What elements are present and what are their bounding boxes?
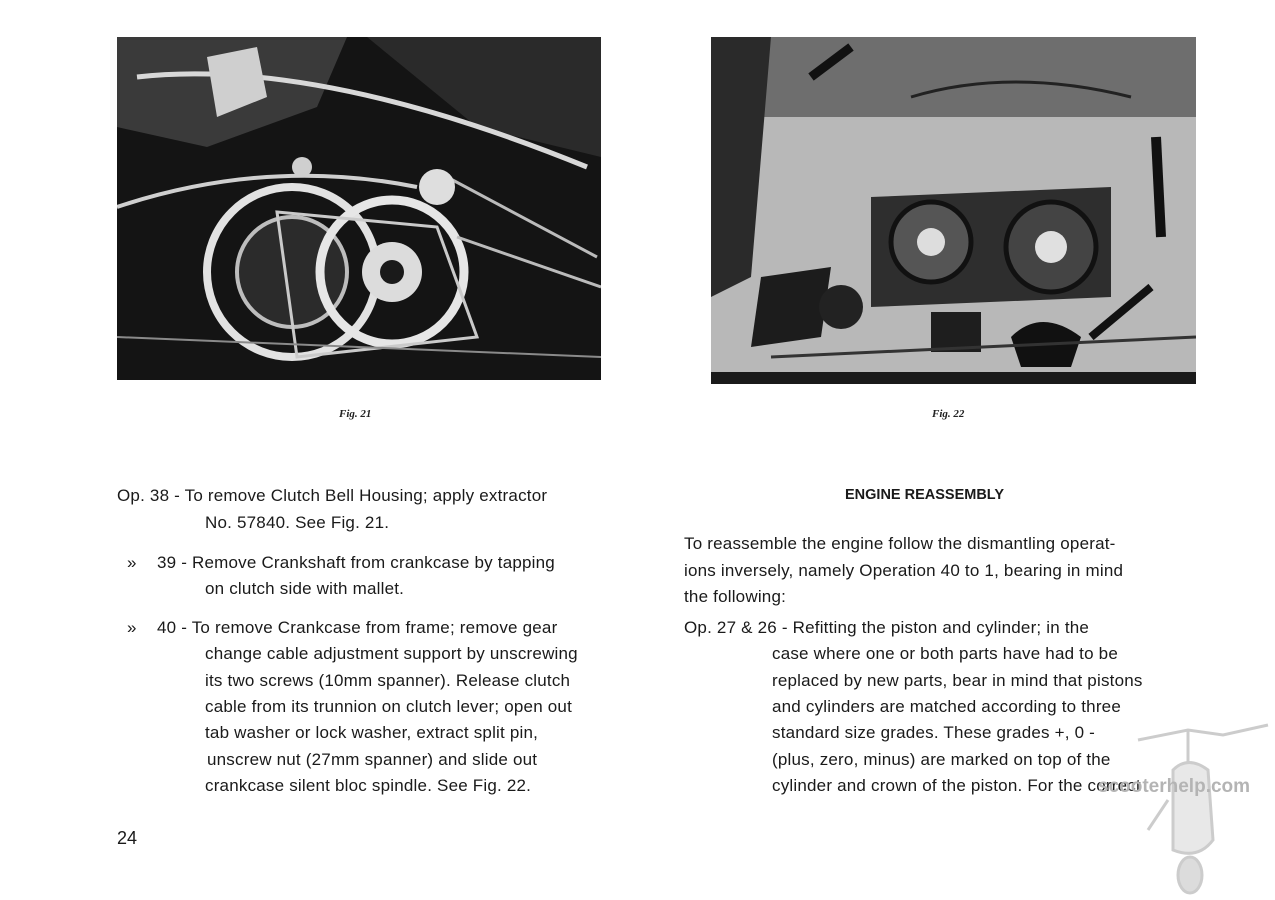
op27-line6: (plus, zero, minus) are marked on top of the: [772, 750, 1111, 769]
op40-line3: its two screws (10mm spanner). Release clutch: [205, 671, 571, 690]
op27-line1: Op. 27 & 26 - Refitting the piston and cylinder; in the: [684, 618, 1090, 637]
op38-line2: No. 57840. See Fig. 21.: [205, 513, 390, 532]
page-number: 24: [117, 828, 138, 848]
op27-line5: standard size grades. These grades +, 0 -: [772, 723, 1096, 742]
op27-line7: cylinder and crown of the piston. For the correct: [772, 776, 1141, 795]
figure-21-caption: Fig. 21: [339, 408, 372, 420]
op27-line2: case where one or both parts have had to be: [772, 644, 1118, 663]
intro-line1: To reassemble the engine follow the dismantling operat-: [684, 534, 1116, 553]
intro-line2: ions inversely, namely Operation 40 to 1, bearing in mind: [684, 561, 1124, 580]
engine-parts-photo: [711, 37, 1196, 384]
figure-22-caption: Fig. 22: [932, 408, 965, 420]
op27-line4: and cylinders are matched according to three: [772, 697, 1121, 716]
op38-line1: Op. 38 - To remove Clutch Bell Housing; apply extractor: [117, 486, 548, 505]
engine-clutch-photo: [117, 37, 601, 380]
op40-line6: unscrew nut (27mm spanner) and slide out: [207, 750, 538, 769]
op40-line1: 40 - To remove Crankcase from frame; remove gear: [157, 618, 558, 637]
figure-22-photo: [711, 37, 1196, 384]
op39-line2: on clutch side with mallet.: [205, 579, 405, 598]
op40-line4: cable from its trunnion on clutch lever; open out: [205, 697, 572, 716]
section-heading: ENGINE REASSEMBLY: [845, 487, 1004, 503]
op40-line2: change cable adjustment support by unscrewing: [205, 644, 578, 663]
op39-marker: »: [127, 553, 137, 572]
intro-line3: the following:: [684, 587, 787, 606]
figure-21-photo: [117, 37, 601, 380]
watermark-text: scooterhelp.com: [1098, 776, 1251, 797]
op40-line7: crankcase silent bloc spindle. See Fig. 22.: [205, 776, 532, 795]
op39-line1: 39 - Remove Crankshaft from crankcase by tapping: [157, 553, 555, 572]
op27-line3: replaced by new parts, bear in mind that pistons: [772, 671, 1143, 690]
op40-line5: tab washer or lock washer, extract split pin,: [205, 723, 539, 742]
op40-marker: »: [127, 618, 137, 637]
